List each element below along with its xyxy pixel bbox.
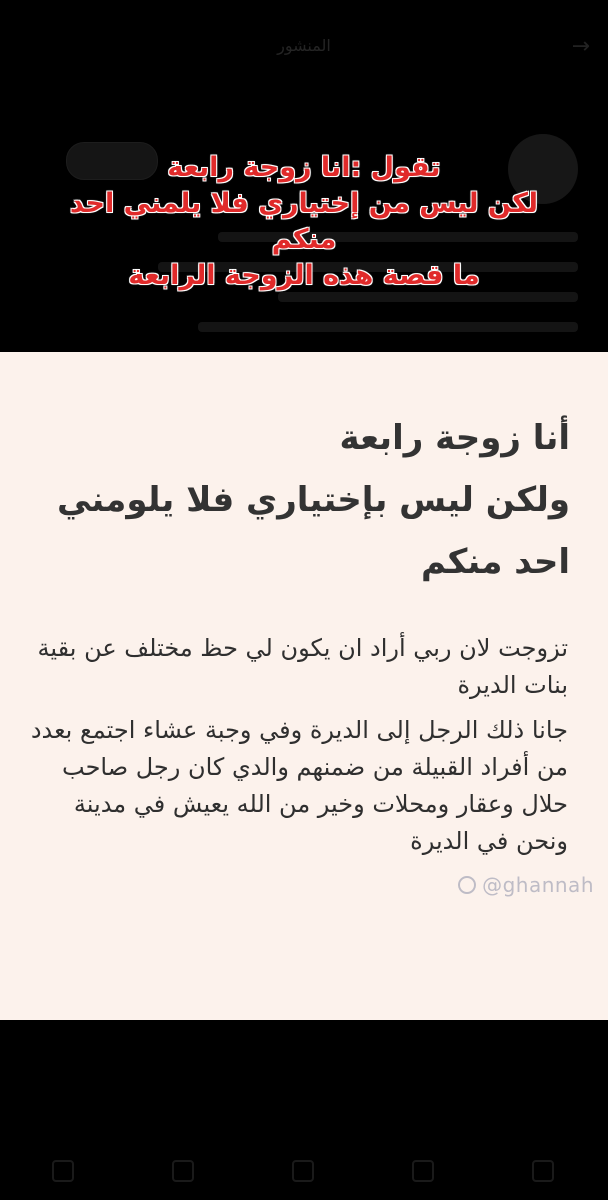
search-icon[interactable] [412, 1160, 434, 1182]
caption-line: لكن ليس من إختياري فلا يلمني احد [69, 188, 539, 219]
home-icon[interactable] [532, 1160, 554, 1182]
back-arrow-icon[interactable]: → [571, 34, 590, 59]
post-heading [30, 407, 570, 593]
body-paragraph: تزوجت لان ربي أراد ان يكون لي حظ مختلف عن بقية بنات الديرة [37, 634, 568, 699]
post-image-card [0, 352, 608, 1020]
tiktok-icon [458, 876, 476, 894]
caption-line: ما قصة هذه الزوجة الرابعة [128, 260, 480, 291]
background-top-bar [0, 0, 608, 90]
heading-line: احد منكم [421, 542, 570, 582]
heading-line: أنا زوجة رابعة [339, 418, 570, 458]
overlay-caption [0, 150, 608, 294]
caption-line: منكم [271, 224, 337, 255]
caption-line: تقول :انا زوجة رابعة [167, 152, 441, 183]
watermark [458, 873, 594, 897]
bell-icon[interactable] [172, 1160, 194, 1182]
mail-icon[interactable] [52, 1160, 74, 1182]
people-icon[interactable] [292, 1160, 314, 1182]
background-text-line [198, 322, 578, 332]
background-page-title: المنشور [277, 36, 331, 55]
post-body [28, 630, 568, 860]
body-paragraph: جانا ذلك الرجل إلى الديرة وفي وجبة عشاء اجتمع بعدد من أفراد القبيلة من ضمنهم والدي كان رجل صاحب حلال وعقار ومحلات وخير من الله يعيش في مدينة ونحن في الديرة [30, 716, 568, 855]
bottom-nav [0, 1140, 608, 1200]
watermark-handle: @ghannah [482, 873, 594, 897]
heading-line: ولكن ليس بإختياري فلا يلومني [57, 480, 570, 520]
